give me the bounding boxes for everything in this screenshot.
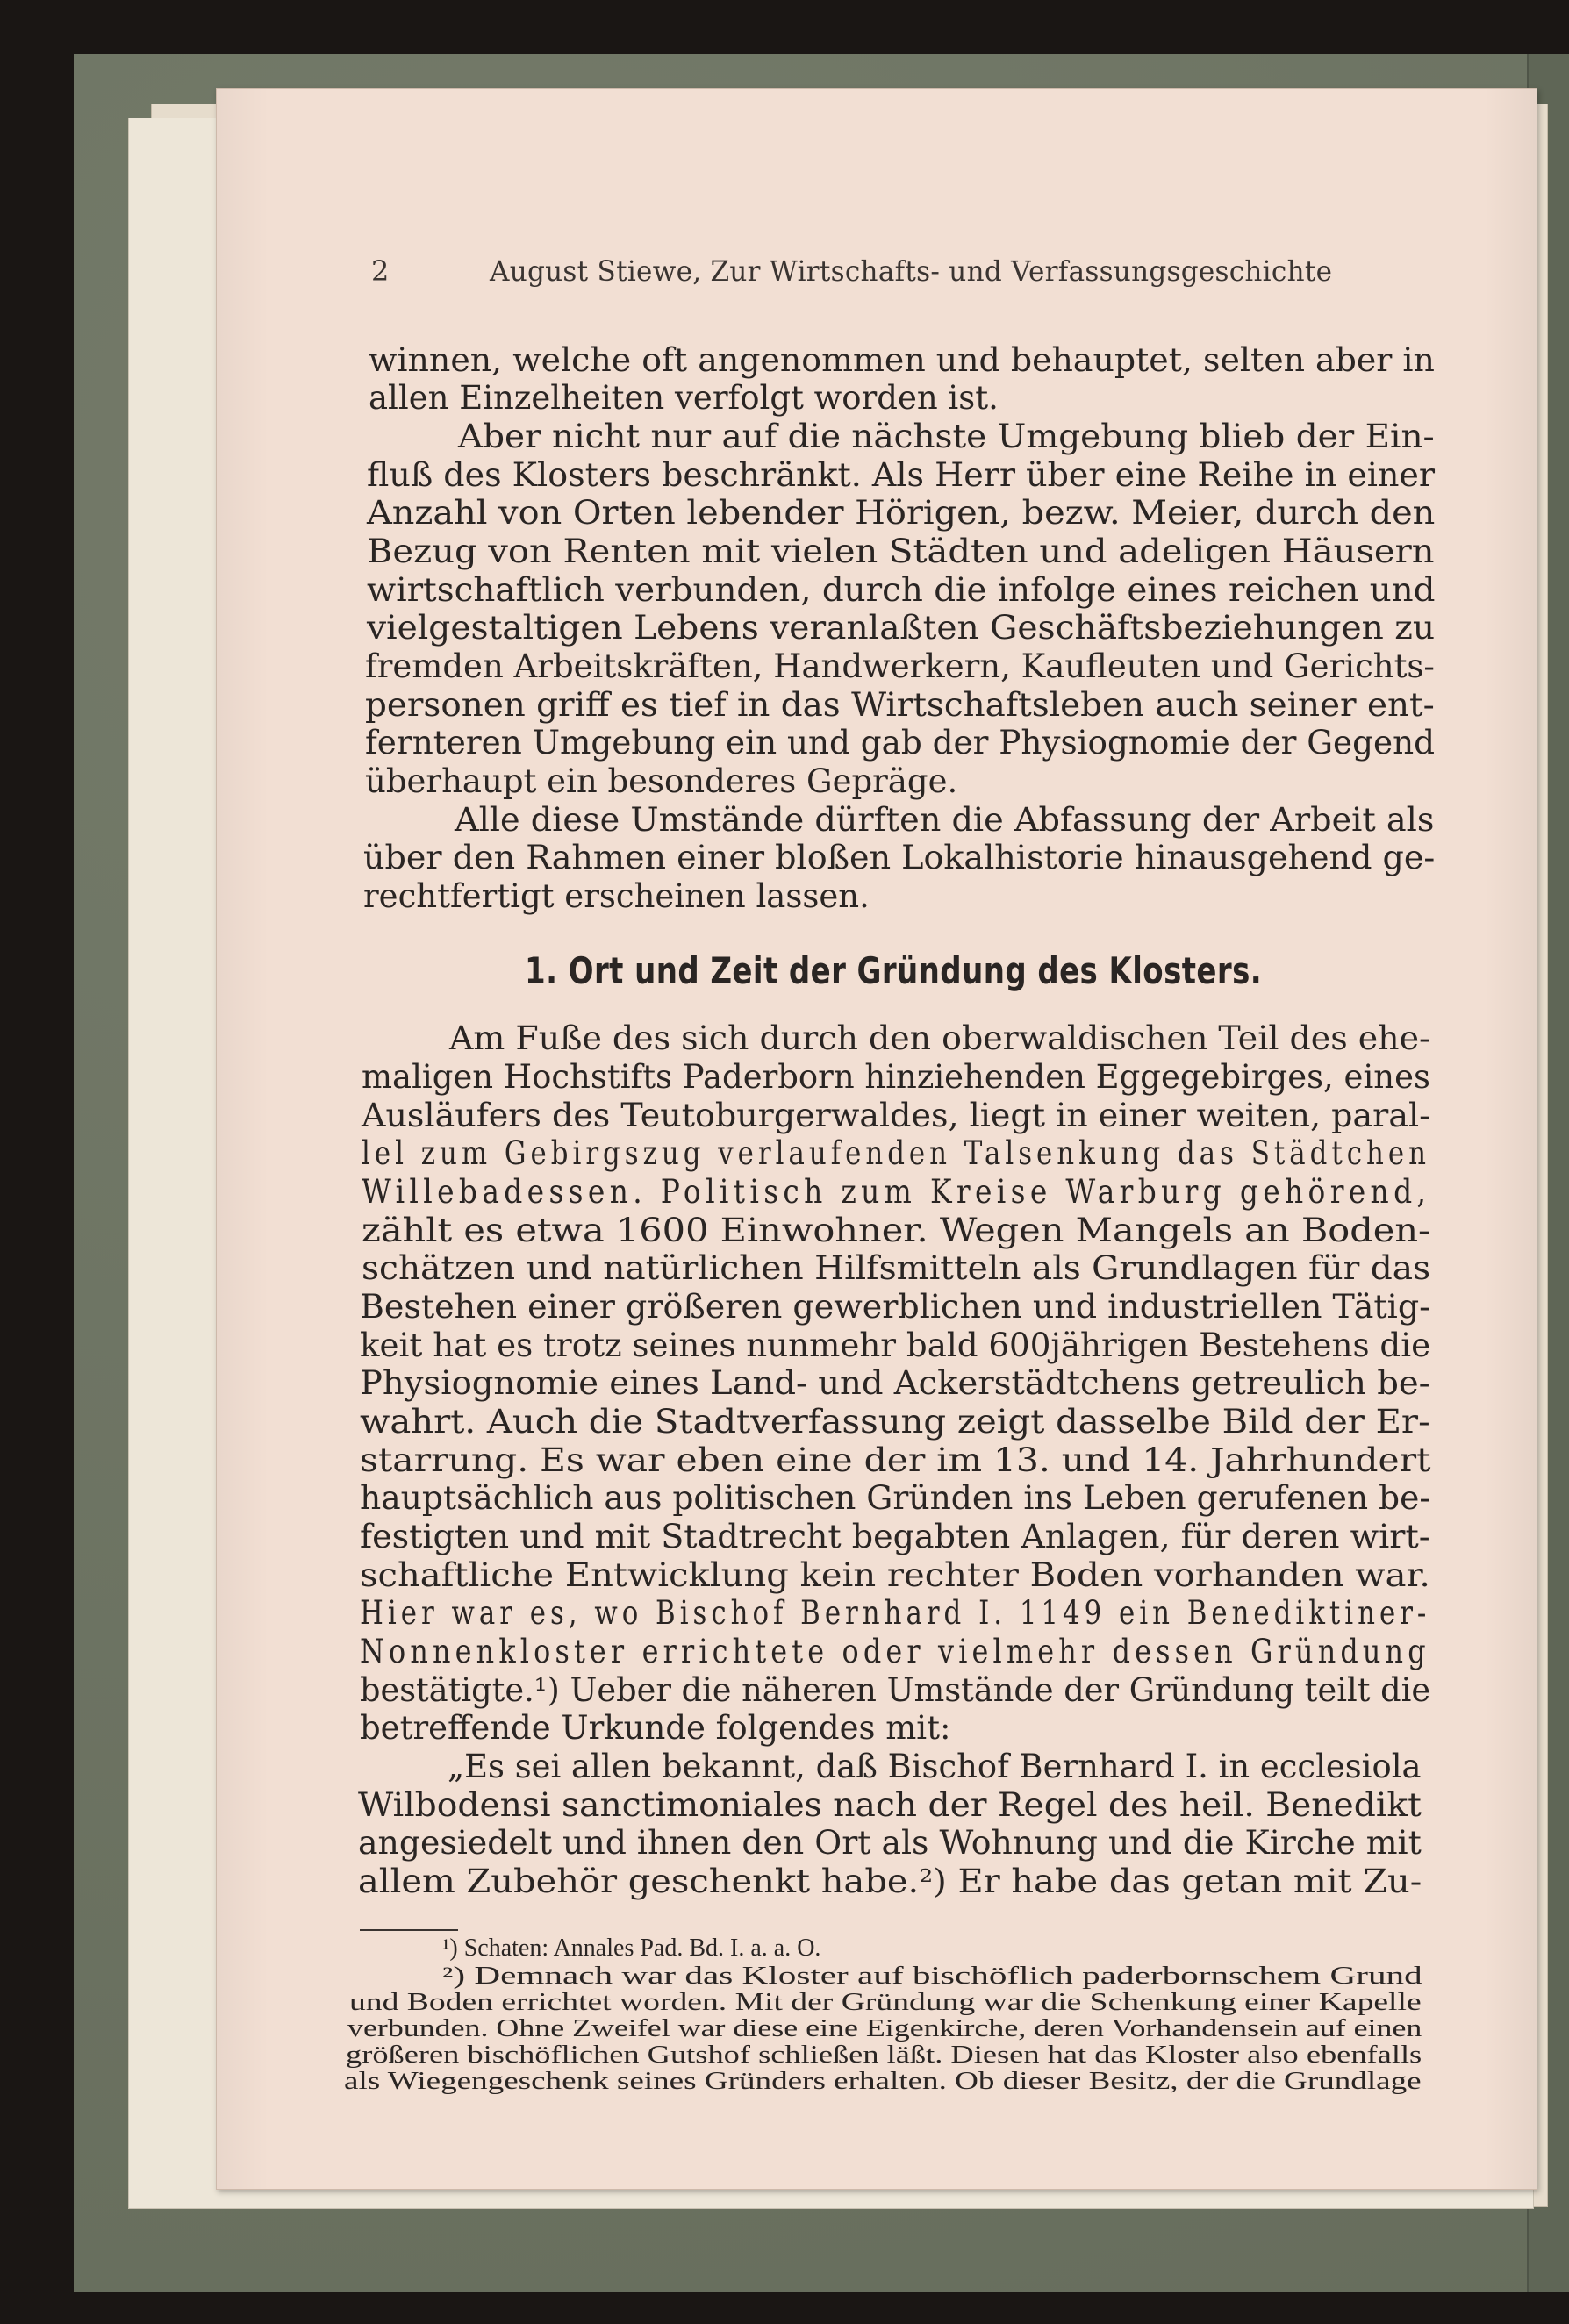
section-heading: 1. Ort und Zeit der Gründung des Klosters. (525, 949, 1263, 992)
footnote-separator (360, 1929, 458, 1931)
text-line: angesiedelt und ihnen den Ort als Wohnung und die Kirche mit (358, 1824, 1422, 1862)
text-line: Ausläufers des Teutoburgerwaldes, liegt in einer weiten, paral- (362, 1097, 1430, 1134)
text-line: Bezug von Renten mit vielen Städten und adeligen Häusern (367, 533, 1435, 570)
text-line: personen griff es tief in das Wirtschaftsleben auch seiner ent- (365, 686, 1435, 724)
text-line: schaftliche Entwicklung kein rechter Boden vorhanden war. (360, 1556, 1430, 1594)
text-line: Wilbodensi sanctimoniales nach der Regel des heil. Benedikt (358, 1786, 1422, 1824)
text-line: Alle diese Umstände dürften die Abfassung der Arbeit als (455, 801, 1435, 839)
text-line: vielgestaltigen Lebens veranlaßten Geschäftsbeziehungen zu (367, 609, 1436, 647)
text-line: maligen Hochstifts Paderborn hinziehenden Eggegebirges, eines (362, 1058, 1430, 1096)
text-line: Willebadessen. Politisch zum Kreise Warburg gehörend, (362, 1173, 1431, 1211)
text-line: über den Rahmen einer bloßen Lokalhistorie hinausgehend ge- (363, 839, 1436, 876)
footnote-line: und Boden errichtet worden. Mit der Gründung war die Schenkung einer Kapelle (349, 1989, 1422, 2016)
text-line: betreffende Urkunde folgendes mit: (360, 1709, 951, 1747)
text-line: keit hat es trotz seines nunmehr bald 600jährigen Bestehens die (360, 1326, 1431, 1364)
text-line: Physiognomie eines Land- und Ackerstädtchens getreulich be- (360, 1364, 1430, 1402)
footnote-line: ²) Demnach war das Kloster auf bischöflich paderbornschem Grund (442, 1963, 1422, 1990)
text-line: bestätigte.¹) Ueber die näheren Umstände der Gründung teilt die (360, 1671, 1431, 1709)
text-line: Nonnenkloster errichtete oder vielmehr dessen Gründung (360, 1633, 1430, 1670)
text-line: rechtfertigt erscheinen lassen. (363, 877, 870, 915)
footnote-line: größeren bischöflichen Gutshof schließen läßt. Diesen hat das Kloster also ebenfalls (346, 2042, 1422, 2069)
text-line: lel zum Gebirgszug verlaufenden Talsenkung das Städtchen (362, 1134, 1430, 1172)
text-line: zählt es etwa 1600 Einwohner. Wegen Mangels an Boden- (362, 1212, 1431, 1249)
text-line: Am Fuße des sich durch den oberwaldischen Teil des ehe- (449, 1019, 1430, 1057)
running-head: August Stiewe, Zur Wirtschafts- und Verfassungsgeschichte (490, 254, 1333, 288)
text-line: festigten und mit Stadtrecht begabten Anlagen, für deren wirt- (360, 1518, 1430, 1555)
text-line: überhaupt ein besonderes Gepräge. (365, 762, 958, 800)
footnote-line: ¹) Schaten: Annales Pad. Bd. I. a. a. O. (442, 1934, 821, 1962)
text-line: wirtschaftlich verbunden, durch die infolge eines reichen und (367, 571, 1436, 609)
text-line: Anzahl von Orten lebender Hörigen, bezw. Meier, durch den (367, 494, 1436, 532)
text-line: Hier war es, wo Bischof Bernhard I. 1149 ein Benediktiner- (360, 1594, 1431, 1632)
text-line: fernteren Umgebung ein und gab der Physiognomie der Gegend (365, 724, 1436, 762)
text-line: hauptsächlich aus politischen Gründen ins Leben gerufenen be- (360, 1479, 1431, 1517)
text-line: allen Einzelheiten verfolgt worden ist. (369, 379, 999, 417)
text-line: Aber nicht nur auf die nächste Umgebung blieb der Ein- (458, 418, 1435, 455)
footnote-line: verbunden. Ohne Zweifel war diese eine Eigenkirche, deren Vorhandensein auf einen (347, 2015, 1422, 2042)
text-line: wahrt. Auch die Stadtverfassung zeigt dasselbe Bild der Er- (360, 1403, 1430, 1441)
text-line: Bestehen einer größeren gewerblichen und industriellen Tätig- (360, 1288, 1430, 1326)
text-line: allem Zubehör geschenkt habe.²) Er habe das getan mit Zu- (358, 1863, 1422, 1900)
text-line: schätzen und natürlichen Hilfsmitteln als Grundlagen für das (362, 1249, 1431, 1287)
text-line: starrung. Es war eben eine der im 13. und 14. Jahrhundert (360, 1441, 1431, 1479)
page-number: 2 (371, 254, 390, 288)
text-line: „Es sei allen bekannt, daß Bischof Bernhard I. in ecclesiola (448, 1748, 1422, 1785)
footnote-line: als Wiegengeschenk seines Gründers erhalten. Ob dieser Besitz, der die Grundlage (344, 2068, 1422, 2095)
text-line: winnen, welche oft angenommen und behauptet, selten aber in (369, 341, 1435, 379)
text-line: fluß des Klosters beschränkt. Als Herr über eine Reihe in einer (367, 456, 1436, 494)
text-line: fremden Arbeitskräften, Handwerkern, Kaufleuten und Gerichts- (365, 647, 1435, 685)
